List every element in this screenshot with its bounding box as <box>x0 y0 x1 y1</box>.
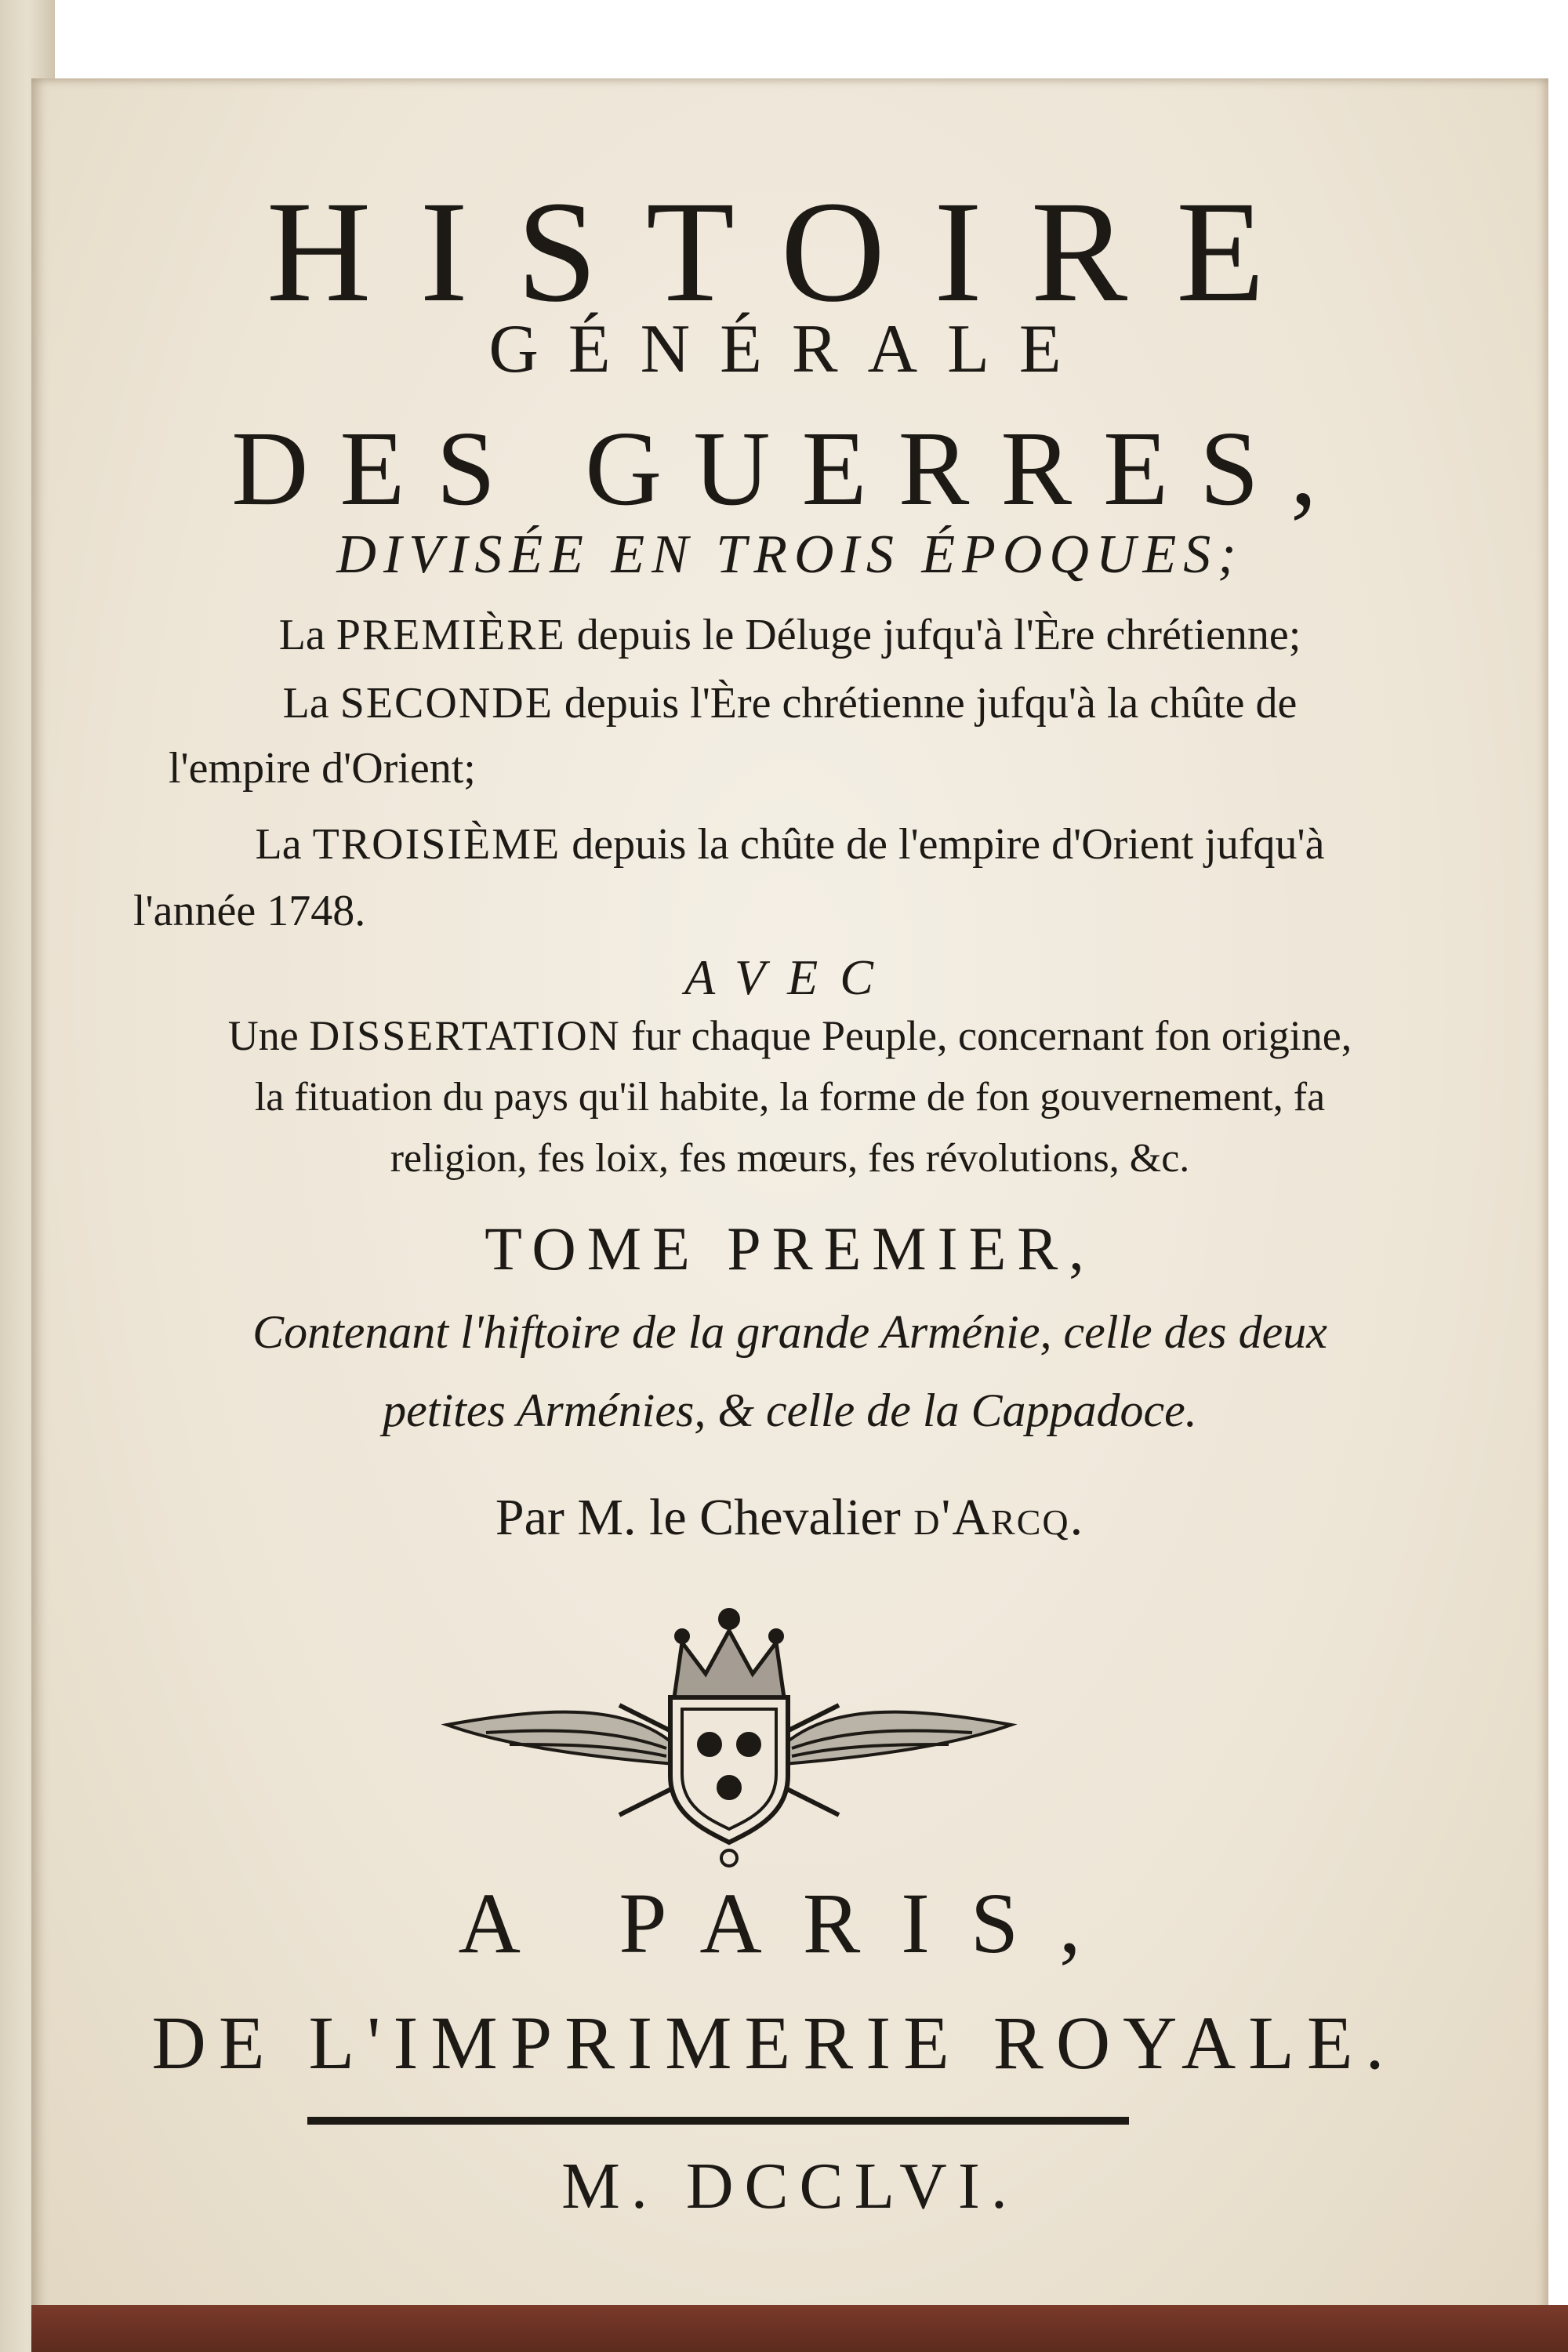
tome-premier: TOME PREMIER, <box>485 1214 1095 1283</box>
avec-heading: AVEC <box>684 949 895 1005</box>
subtitle-divisee: DIVISÉE EN TROIS ÉPOQUES; <box>336 524 1243 585</box>
epoch-troisieme-text: depuis la chûte de l'empire d'Orient jufqu'à <box>572 820 1325 869</box>
divider-rule <box>307 2117 1129 2125</box>
epoch-seconde <box>31 678 1548 728</box>
dissertation-line-1 <box>31 1011 1548 1060</box>
publication-year: M. DCCLVI. <box>561 2150 1018 2223</box>
contents-line-2: petites Arménies, & celle de la Cappadoce. <box>383 1385 1197 1436</box>
dissertation-line-1-rest: fur chaque Peuple, concernant fon origine, <box>631 1012 1352 1059</box>
place-paris: A PARIS, <box>458 1875 1122 1971</box>
epoch-seconde-text: depuis l'Ère chrétienne jufqu'à la chûte de <box>564 679 1298 728</box>
title-generale: GÉNÉRALE <box>488 311 1091 387</box>
epoch-premiere <box>31 610 1548 660</box>
dissertation-word: DISSERTATION <box>309 1012 621 1059</box>
title-des-guerres: DES GUERRES, <box>231 410 1348 528</box>
contents-line-1: Contenant l'hiftoire de la grande Arménie, celle des deux <box>252 1306 1327 1358</box>
dissertation-une: Une <box>227 1012 299 1059</box>
royal-arms-emblem-icon <box>439 1588 1019 1878</box>
epoch-troisieme-continued: l'année 1748. <box>133 887 366 935</box>
epoch-troisieme <box>31 819 1548 869</box>
epoch-seconde-la: La <box>282 679 329 728</box>
epoch-premiere-la: La <box>278 611 325 659</box>
title-histoire: HISTOIRE <box>266 172 1314 332</box>
author-line <box>31 1488 1548 1548</box>
publisher-imprimerie-royale: DE L'IMPRIMERIE ROYALE. <box>151 2001 1397 2085</box>
epoch-troisieme-ordinal: TROISIÈME <box>312 820 561 869</box>
epoch-premiere-text: depuis le Déluge jufqu'à l'Ère chrétienne; <box>576 611 1301 659</box>
dissertation-line-3: religion, fes loix, fes mœurs, fes révolutions, &c. <box>390 1136 1190 1181</box>
epoch-seconde-continued: l'empire d'Orient; <box>169 744 476 793</box>
epoch-premiere-ordinal: PREMIÈRE <box>336 611 566 659</box>
book-cover-bottom <box>31 2305 1568 2352</box>
author-name: d'Arcq. <box>913 1489 1085 1546</box>
epoch-troisieme-la: La <box>255 820 302 869</box>
epoch-seconde-ordinal: SECONDE <box>339 679 554 728</box>
dissertation-line-2: la fituation du pays qu'il habite, la forme de fon gouvernement, fa <box>254 1075 1326 1120</box>
author-prefix: Par M. le Chevalier <box>495 1489 901 1546</box>
